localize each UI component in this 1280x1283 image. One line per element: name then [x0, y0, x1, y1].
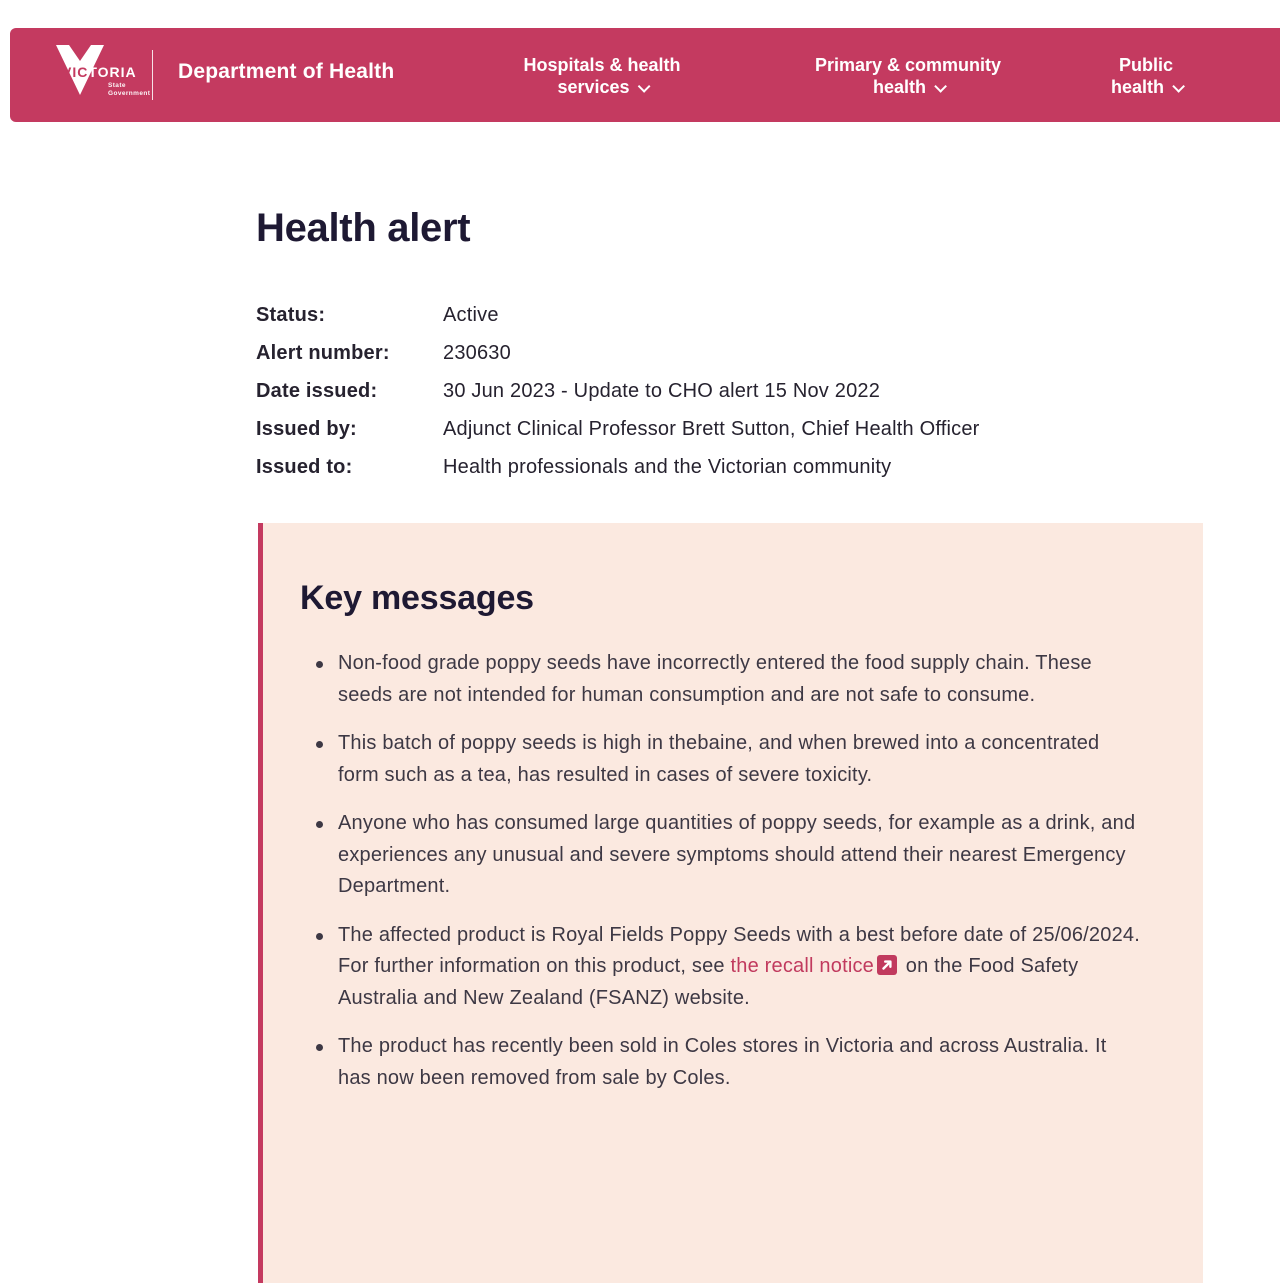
- victoria-government-logo[interactable]: [46, 42, 156, 108]
- key-message-item: The affected product is Royal Fields Poppy Seeds with a best before date of 25/06/2024. For further information on this product, see the recall notice on the Food Safety Australia and New Zealand (FSANZ) website.: [300, 920, 1140, 1015]
- key-message-item: This batch of poppy seeds is high in thebaine, and when brewed into a concentrated form such as a tea, has resulted in cases of severe toxicity.: [300, 728, 1140, 791]
- chevron-down-icon: [638, 80, 651, 93]
- nav-hospitals-health-services[interactable]: [523, 54, 680, 98]
- nav-label-line1: Primary & community: [814, 55, 1002, 75]
- meta-label-status: Status:: [256, 304, 326, 326]
- key-message-item: Anyone who has consumed large quantities of poppy seeds, for example as a drink, and experiences any unusual and severe symptoms should attend their nearest Emergency Department.: [300, 808, 1140, 903]
- recall-notice-link[interactable]: the recall notice: [730, 955, 874, 977]
- logo-wordmark: VICTORIA: [62, 64, 137, 80]
- nav-primary-community-health[interactable]: [815, 54, 1001, 98]
- chevron-down-icon: [934, 80, 947, 93]
- meta-value-date-issued: 30 Jun 2023 - Update to CHO alert 15 Nov 2022: [443, 380, 881, 402]
- meta-label-alert-number: Alert number:: [256, 342, 390, 364]
- key-messages-heading: Key messages: [300, 579, 534, 617]
- key-message-item: Non-food grade poppy seeds have incorrectly entered the food supply chain. These seeds are not intended for human consumption and are not safe to consume.: [300, 648, 1140, 711]
- meta-value-issued-by: Adjunct Clinical Professor Brett Sutton, Chief Health Officer: [443, 418, 980, 440]
- meta-value-status: Active: [443, 304, 499, 326]
- chevron-down-icon: [1172, 80, 1185, 93]
- site-title-link[interactable]: Department of Health: [178, 60, 395, 83]
- meta-label-issued-by: Issued by:: [256, 418, 357, 440]
- key-messages-callout: [258, 523, 1203, 1283]
- nav-label-line2: health: [872, 77, 926, 97]
- header-divider: [152, 50, 153, 100]
- nav-label-line2: health: [1110, 77, 1165, 97]
- logo-subtext: State Government: [108, 82, 151, 97]
- key-messages-list: [300, 648, 1165, 1094]
- meta-label-date-issued: Date issued:: [256, 380, 378, 402]
- header-bar: [10, 28, 1280, 122]
- nav-public-health[interactable]: [1111, 54, 1181, 98]
- alert-meta-table: [256, 303, 1203, 479]
- meta-value-issued-to: Health professionals and the Victorian community: [443, 456, 892, 478]
- key-message-item: The product has recently been sold in Coles stores in Victoria and across Australia. It has now been removed from sale by Coles.: [300, 1031, 1140, 1094]
- meta-label-issued-to: Issued to:: [256, 456, 353, 478]
- nav-label-line1: Hospitals & health: [523, 55, 681, 75]
- meta-value-alert-number: 230630: [443, 342, 511, 364]
- page-title: Health alert: [256, 206, 471, 250]
- nav-label-line2: services: [557, 77, 630, 97]
- nav-label-line1: Public: [1118, 55, 1174, 75]
- external-link-icon: [877, 955, 897, 975]
